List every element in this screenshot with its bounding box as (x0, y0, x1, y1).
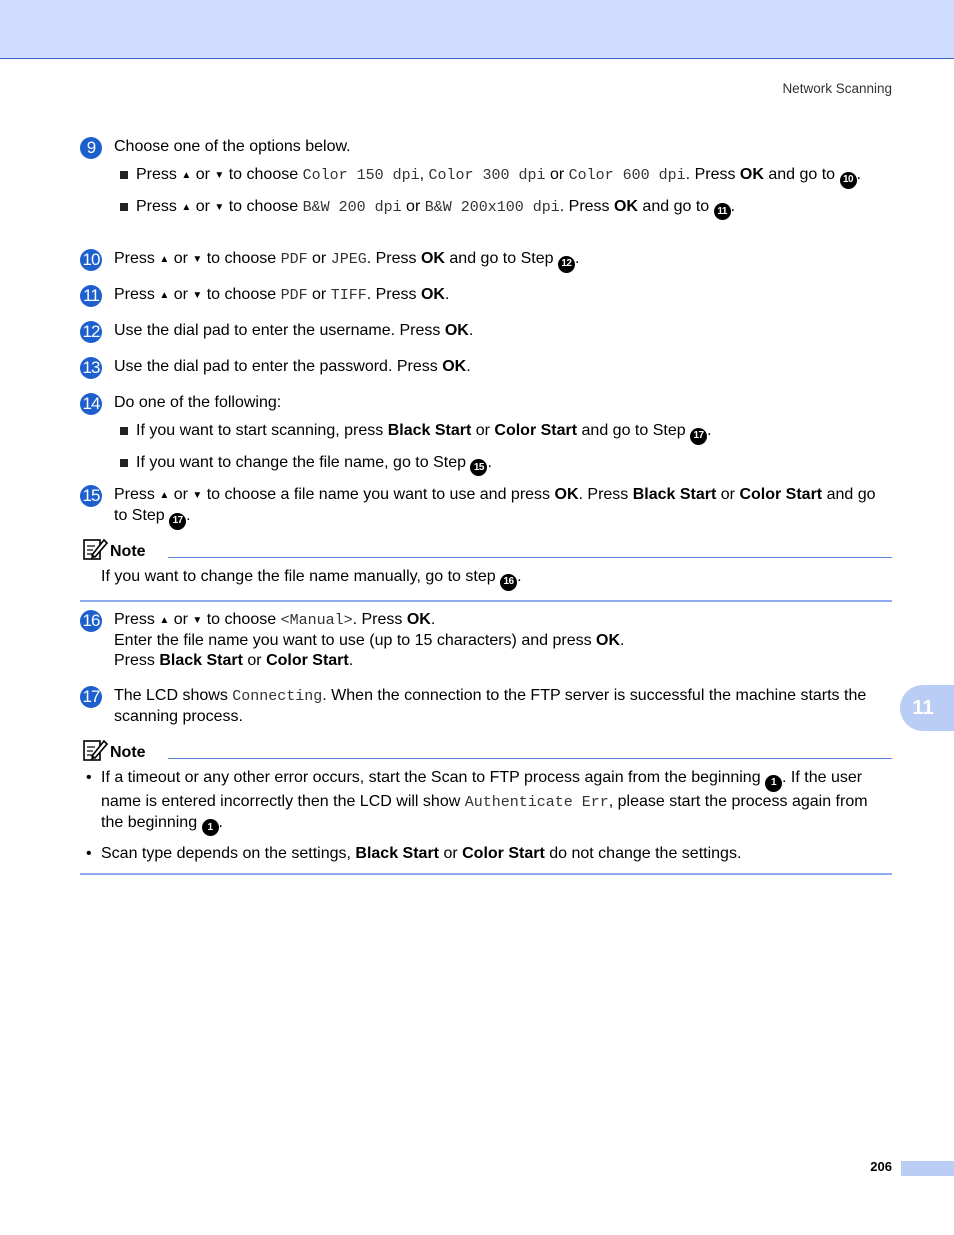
step-text: Press Black Start or Color Start. (114, 652, 354, 669)
option-bullet: If you want to start scanning, press Black Start or Color Start and go to Step 17 . (114, 421, 892, 445)
step-ref-icon: 10 (840, 172, 857, 189)
up-arrow-icon: ▲ (181, 170, 192, 181)
step-ref-icon: 12 (558, 256, 575, 273)
page-number: 206 (870, 1159, 892, 1174)
step-13 (80, 357, 892, 377)
step-number-badge: 10 (80, 249, 102, 271)
step-text: Press ▲ or ▼ to choose PDF or JPEG. Press OK and go to Step 12 . (114, 249, 892, 273)
note-divider (80, 873, 892, 875)
step-ref-icon: 15 (470, 459, 487, 476)
square-bullet-icon (120, 203, 128, 211)
down-arrow-icon: ▼ (192, 254, 203, 265)
step-text: Press ▲ or ▼ to choose PDF or TIFF. Press OK. (114, 286, 450, 304)
step-text: Choose one of the options below. (114, 138, 351, 155)
note-text: If you want to change the file name manually, go to step 16 . (101, 567, 892, 600)
list-item: • Scan type depends on the settings, Black Start or Color Start do not change the settings. (86, 845, 742, 862)
square-bullet-icon (120, 171, 128, 179)
square-bullet-icon (120, 459, 128, 467)
square-bullet-icon (120, 427, 128, 435)
step-number-badge: 17 (80, 686, 102, 708)
step-text: Do one of the following: (114, 394, 282, 411)
note-divider (168, 758, 892, 759)
step-text: The LCD shows Connecting. When the connection to the FTP server is successful the machine starts the scanning process. (114, 687, 867, 725)
note-divider (168, 557, 892, 558)
option-bullet: Press ▲ or ▼ to choose Color 150 dpi, Color 300 dpi or Color 600 dpi. Press OK and go to 10 . (114, 165, 892, 189)
step-16 (80, 610, 892, 671)
chapter-tab: 11 (900, 685, 954, 731)
step-ref-icon: 17 (169, 513, 186, 530)
step-10 (80, 249, 892, 273)
step-9 (80, 137, 892, 220)
step-number-badge: 12 (80, 321, 102, 343)
step-number-badge: 15 (80, 485, 102, 507)
step-17 (80, 686, 892, 727)
header-band (0, 0, 954, 59)
note-divider (80, 600, 892, 602)
down-arrow-icon: ▼ (214, 201, 225, 213)
step-text: Enter the file name you want to use (up to 15 characters) and press OK. (114, 632, 625, 649)
step-14 (80, 393, 892, 476)
note-label: Note (110, 543, 146, 560)
step-text: Use the dial pad to enter the password. Press OK. (114, 358, 471, 375)
up-arrow-icon: ▲ (159, 254, 170, 265)
step-text: Use the dial pad to enter the username. Press OK. (114, 322, 474, 339)
running-header: Network Scanning (782, 81, 892, 96)
step-number-badge: 16 (80, 610, 102, 632)
step-number-badge: 14 (80, 393, 102, 415)
note-box (80, 539, 892, 602)
note-label: Note (110, 744, 146, 761)
down-arrow-icon: ▼ (192, 290, 203, 301)
step-ref-icon: 1 (765, 775, 782, 792)
step-12 (80, 321, 892, 341)
down-arrow-icon: ▼ (214, 170, 225, 181)
page-number-bar (901, 1161, 954, 1176)
note-pencil-icon (82, 738, 108, 762)
note-pencil-icon (82, 537, 108, 561)
up-arrow-icon: ▲ (181, 201, 192, 213)
step-15 (80, 485, 892, 530)
step-ref-icon: 17 (690, 428, 707, 445)
option-bullet: Press ▲ or ▼ to choose B&W 200 dpi or B&W 200x100 dpi. Press OK and go to 11 . (114, 197, 892, 221)
step-number-badge: 9 (80, 137, 102, 159)
step-ref-icon: 1 (202, 819, 219, 836)
step-ref-icon: 16 (500, 574, 517, 591)
step-ref-icon: 11 (714, 203, 731, 220)
list-item: • If a timeout or any other error occurs, start the Scan to FTP process again from the beginning 1 . If the user name is entered incorrectly then the LCD will show Authenticate Err, please start the process again from the beginning 1 . (80, 768, 892, 836)
step-number-badge: 11 (80, 285, 102, 307)
option-bullet: If you want to change the file name, go to Step 15 . (114, 453, 892, 477)
bullet-dot-icon: • (86, 769, 92, 786)
step-number-badge: 13 (80, 357, 102, 379)
bullet-dot-icon: • (86, 845, 92, 862)
step-text: Press ▲ or ▼ to choose a file name you want to use and press OK. Press Black Start or Color Start and go to Step 17 . (114, 485, 892, 530)
down-arrow-icon: ▼ (192, 615, 203, 626)
note-box (80, 740, 892, 875)
down-arrow-icon: ▼ (192, 490, 203, 501)
up-arrow-icon: ▲ (159, 615, 170, 626)
up-arrow-icon: ▲ (159, 290, 170, 301)
up-arrow-icon: ▲ (159, 490, 170, 501)
step-text: Press ▲ or ▼ to choose <Manual>. Press OK. (114, 611, 436, 629)
step-11 (80, 285, 892, 306)
